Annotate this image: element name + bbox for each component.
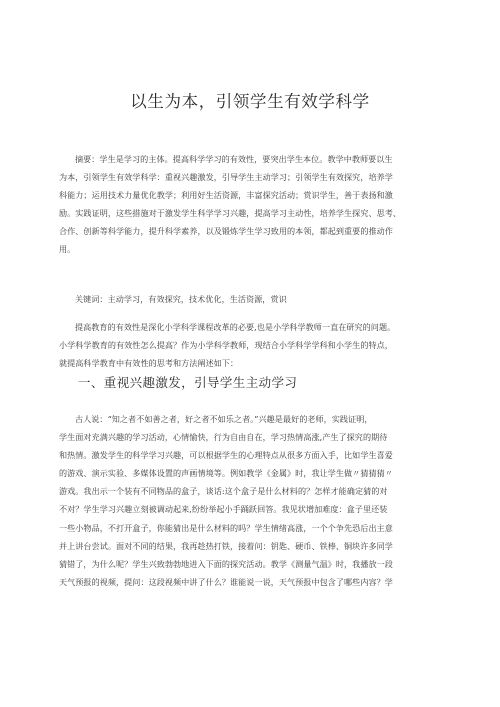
abstract-line: 为本，引领学生有效学科学：重视兴趣激发，引导学生主动学习；引领学生有效探究，培养学: [59, 172, 393, 183]
body-line: 一些小物品，不打开盒子，你能猜出是什么材料的吗？学生情绪高涨，一个个争先恐后出主意: [59, 522, 393, 533]
intro-line: 就提高科学教育中有效性的思考和方法阐述如下：: [59, 358, 239, 369]
abstract-line: 励。实践证明，这些措施对于激发学生科学学习兴趣，提高学习主动性，培养学生探究、思考、: [59, 208, 402, 219]
abstract-line: 用。: [59, 244, 76, 255]
keywords-line: 关键词：主动学习，有效探究，技术优化，生活资源，赏识: [75, 294, 287, 304]
intro-line: 小学科学教育的有效性怎么提高？作为小学科学教师，现结合小学科学学科和小学生的特点，: [59, 340, 393, 351]
body-line: 古人说：“知之者不如善之者，好之者不如乐之者。”兴趣是最好的老师，实践证明，: [75, 414, 373, 424]
section-heading: 一、重视兴趣激发，引导学生主动学习: [78, 375, 298, 390]
body-line: 的游戏、演示实验、多媒体设置的声画情境等。例如教学《金属》时，我让学生做〃猜猜猜〃: [59, 468, 393, 479]
body-line: 不对？学生学习兴趣立刻被调动起来,纷纷举起小手踊跃回答。我见状增加难度：盒子里还装: [59, 504, 388, 515]
intro-paragraph: [59, 318, 445, 372]
abstract-line: 科能力；运用技术力量优化教学；利用好生活资源，丰富探究活动；赏识学生，善于表扬和激: [59, 190, 393, 201]
body-line: 游戏。我出示一个装有不同物品的盒子，谈话:这个盒子是什么材料的？怎样才能确定猜的对: [59, 486, 388, 497]
section-body: [59, 410, 445, 591]
body-line: 猜错了，为什么呢？学生兴致勃勃地进入下面的探究活动。教学《测量气温》时，我播放一段: [59, 558, 393, 569]
intro-line: 提高教育的有效性是深化小学科学课程改革的必要,也是小学科学教师一直在研究的问题。: [75, 322, 396, 332]
body-line: 学生面对充满兴趣的学习活动，心情愉快，行为自由自在，学习热情高涨,产生了探究的期待: [59, 432, 388, 443]
abstract-line: 摘要：学生是学习的主体。提高科学学习的有效性，要突出学生本位。教学中教师要以生: [75, 154, 393, 164]
body-line: 并上讲台尝试。面对不同的结果，我再趁热打铁，接着问：钥匙、硬币、铁棒、铜块许多同学: [59, 540, 393, 551]
body-line: 天气预报的视频，提问：这段视频中讲了什么？谁能说一说，天气预报中包含了哪些内容？学: [59, 576, 393, 587]
abstract-paragraph: [59, 150, 445, 259]
abstract-line: 合作、创新等科学能力，提升科学素养，以及锻炼学生学习致用的本领，都起到重要的推动作: [59, 226, 393, 237]
body-line: 和热情。激发学生的科学学习兴趣，可以根据学生的心理特点从很多方面入手，比如学生喜爱: [59, 450, 393, 461]
keywords-paragraph: [59, 290, 445, 308]
document-title: 以生为本，引领学生有效学科学: [130, 92, 370, 111]
